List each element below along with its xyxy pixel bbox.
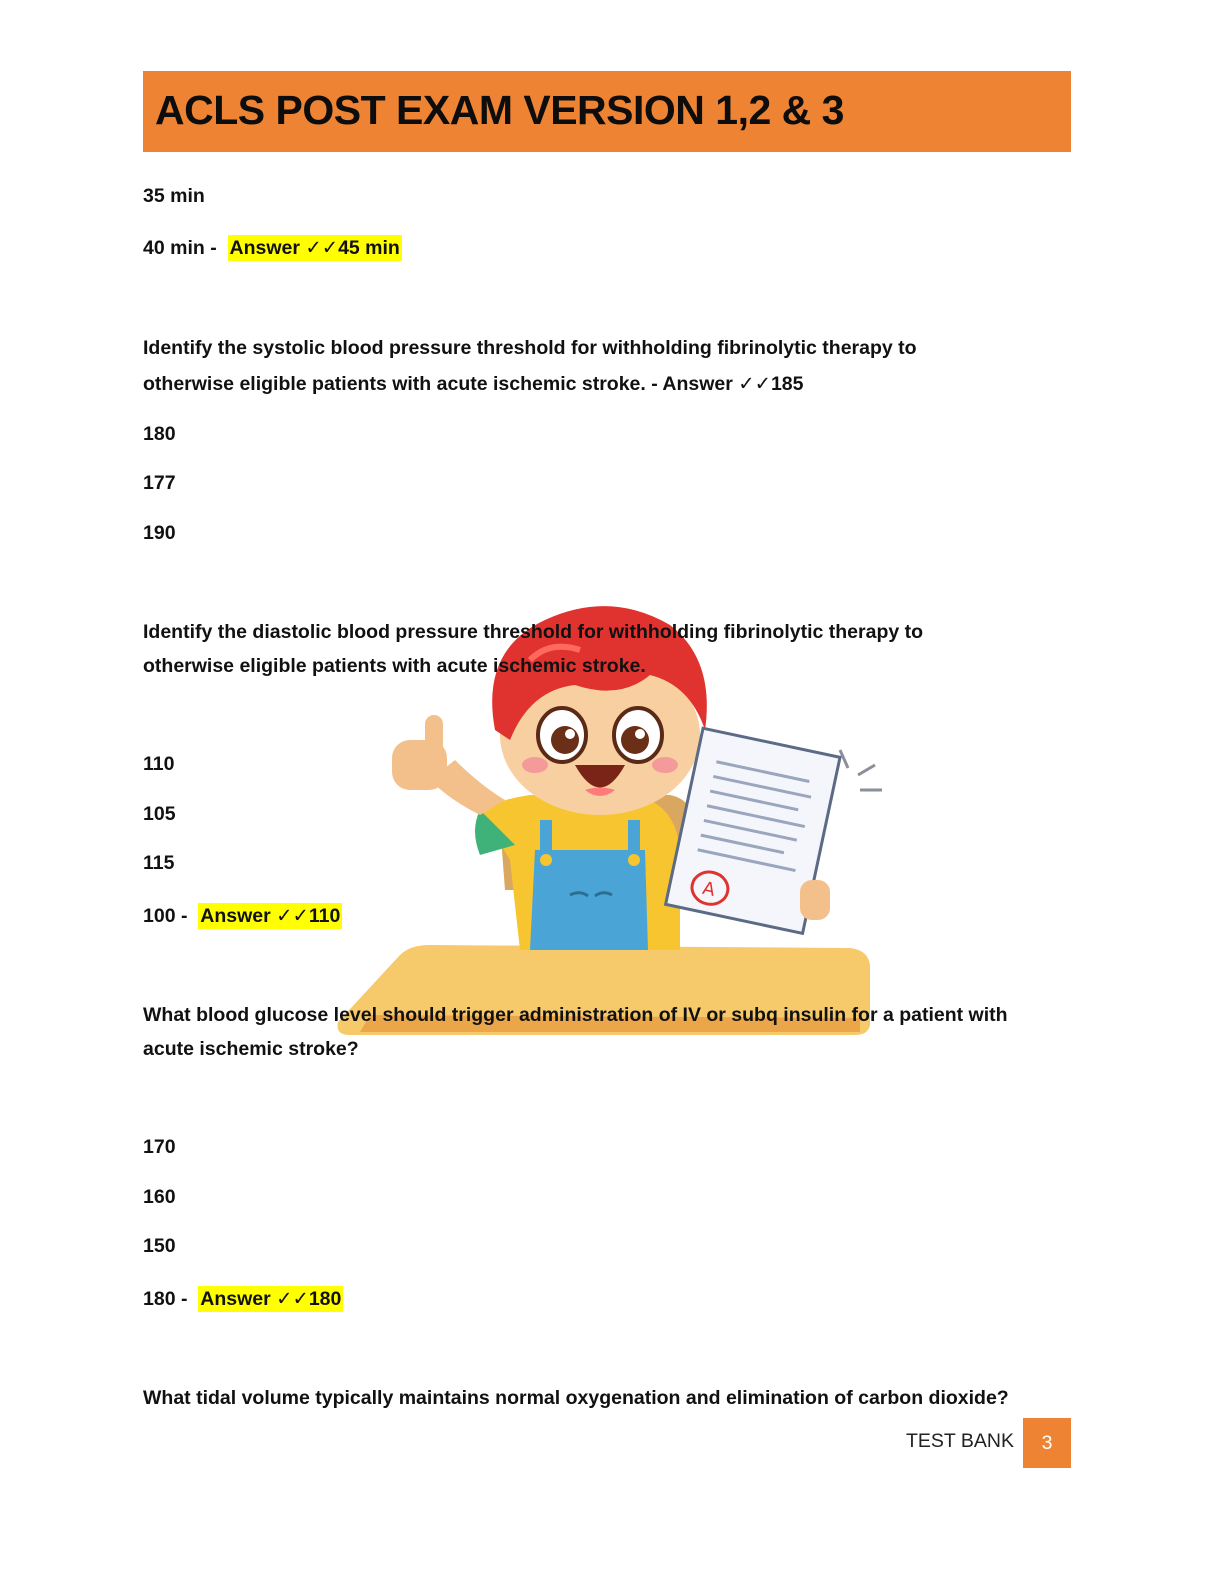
option-text: 170 [143, 1136, 176, 1158]
option-text: 150 [143, 1235, 176, 1257]
page-title: ACLS POST EXAM VERSION 1,2 & 3 [155, 87, 844, 133]
question-text: acute ischemic stroke? [143, 1038, 359, 1060]
option-with-answer [143, 903, 342, 929]
option-text: 160 [143, 1186, 176, 1208]
option-text: 177 [143, 472, 176, 494]
answer-highlight: Answer ✓✓45 min [229, 237, 400, 259]
answer-highlight: Answer ✓✓180 [200, 1288, 342, 1310]
option-with-answer [143, 235, 402, 261]
option-text: 40 min - [143, 237, 217, 259]
answer-highlight: Answer ✓✓110 [200, 905, 341, 927]
option-text: 110 [143, 753, 175, 775]
option-text: 180 [143, 423, 176, 445]
question-text: What blood glucose level should trigger administration of IV or subq insulin for a patient with [143, 1004, 1008, 1026]
question-text: otherwise eligible patients with acute ischemic stroke. [143, 655, 646, 677]
option-text: 100 - [143, 905, 188, 927]
question-text: What tidal volume typically maintains normal oxygenation and elimination of carbon dioxide? [143, 1387, 1009, 1409]
option-text: 105 [143, 803, 176, 825]
option-text: 180 - [143, 1288, 188, 1310]
svg-text:A: A [700, 877, 718, 902]
question-text: Identify the systolic blood pressure threshold for withholding fibrinolytic therapy to [143, 337, 917, 359]
footer-label: TEST BANK [906, 1430, 1015, 1452]
title-banner [143, 71, 1071, 152]
question-text: otherwise eligible patients with acute ischemic stroke. - Answer ✓✓185 [143, 373, 804, 395]
option-with-answer [143, 1286, 343, 1312]
question-text: Identify the diastolic blood pressure threshold for withholding fibrinolytic therapy to [143, 621, 924, 643]
option-text: 35 min [143, 185, 205, 207]
option-text: 190 [143, 522, 176, 544]
option-text: 115 [143, 852, 175, 874]
page-number: 3 [1023, 1418, 1071, 1468]
